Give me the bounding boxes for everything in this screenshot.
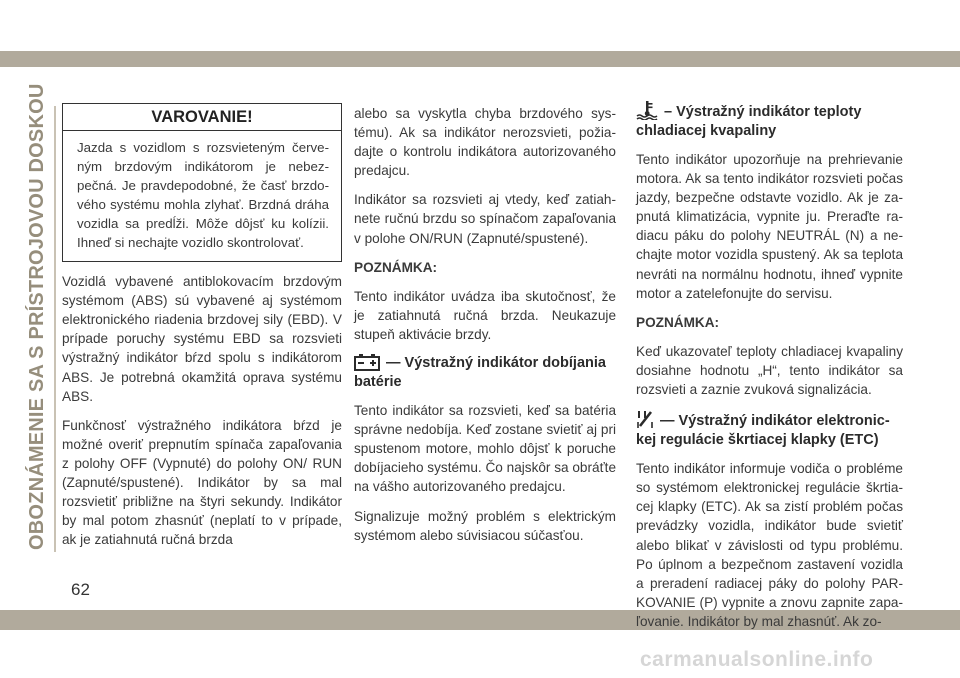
page-number: 62 [71,580,90,599]
section-heading-text: — Výstražný indikátor elektronickej regulácie škrtiacej klapky (ETC) [636,413,890,449]
section-heading-text: – Výstražný indikátor teploty chladiacej kvapaliny [636,104,862,139]
paragraph: alebo sa vyskytla chyba brzdového systému). Ak sa indikátor nerozsvieti, požiadajte o kontrolu indikátora autorizovaného predajcu. [354,106,616,179]
note-title: POZNÁMKA: [354,259,438,275]
note-title: POZNÁMKA: [636,314,720,330]
note-text: Tento indikátor uvádza iba skutočnosť, že je zatiahnutá ručná brzda. Neukazuje stupeň aktivácie brzdy. [354,288,616,342]
paragraph: Vozidlá vybavené antiblokovacím brzdovým systémom (ABS) sú vybavené aj systémom elektronického riadenia brzdovej sily (EBD). V prípade poruchy systému EBD sa rozsvieti výstražný indikátor bŕzd spolu s indikátorom ABS. Je potrebná okamžitá oprava systému ABS. [62,274,342,404]
section-heading-text: — Výstražný indikátor dobíjania batérie [354,355,606,391]
paragraph: Funkčnosť výstražného indikátora bŕzd je možné overiť prepnutím spínača zapaľovania z polohy OFF (Vypnuté) do polohy ON/ RUN (Zapnuté/spustené). Indikátor by sa mal rozsvietiť približne na štyri sekundy. Indikátor by mal potom zhasnúť (neplatí to v prípade, ak je zatiahnutá ručná brzda [62,417,342,548]
column-1 [62,98,342,559]
column-3 [636,100,903,641]
paragraph: Tento indikátor informuje vodiča o probléme so systémom elektronickej regulácie škrtiacej klapky (ETC). Ak sa zistí problém počas prevádzky vozidla, indikátor bude svietiť alebo blikať v závislosti od typu problému. Po úplnom a bezpečnom zastavení vozidla a preradení radiacej páky do polohy PARKOVANIE (P) vypnite a znovu zapnite zapaľovanie. Indikátor by mal zhasnúť. Ak zo- [636,461,903,629]
watermark: carmanualsonline.info [640,648,874,671]
coolant-temperature-icon [636,100,658,120]
column-2 [354,104,616,555]
note-text: Keď ukazovateľ teploty chladiacej kvapaliny dosiahne hodnotu „H“, tento indikátor sa rozsvieti a zaznie zvuková signalizácia. [636,343,903,398]
paragraph: Signalizuje možný problém s elektrickým systémom alebo súvisiacou súčasťou. [354,508,616,543]
warning-box [62,103,342,262]
side-section-title: OBOZNÁMENIE SA S PRÍSTROJOVOU DOSKOU [26,83,48,550]
top-stripe [0,51,960,67]
section-heading-coolant [636,100,903,141]
paragraph: Tento indikátor sa rozsvieti, keď sa batéria správne nedobíja. Keď zostane svietiť aj pri spustenom motore, mohlo dôjsť k poruche dobíjacieho systému. Čo najskôr sa obráťte na vášho autorizovaného predajcu. [354,403,617,495]
warning-text: Jazda s vozidlom s rozsvieteným červeným brzdovým indikátorom je nebezpečná. Je pravdepodobné, že časť brzdového systému mohla zlyhať. Brzdná dráha vozidla sa predĺži. Môže dôjsť ku kolízii. Ihneď si nechajte vozidlo skontrolovať. [77,140,329,251]
paragraph: Indikátor sa rozsvieti aj vtedy, keď zatiahnete ručnú brzdu so spínačom zapaľovania v polohe ON/RUN (Zapnuté/spustené). [354,192,616,246]
warning-title: VAROVANIE! [63,104,341,131]
section-heading-etc [636,409,903,450]
electronic-throttle-control-icon [636,409,654,429]
side-divider [54,106,56,552]
section-heading-battery [354,354,616,392]
battery-icon [354,354,380,371]
paragraph: Tento indikátor upozorňuje na prehrievanie motora. Ak sa tento indikátor rozsvieti počas jazdy, bezpečne odstavte vozidlo. Ak je zapnutá klimatizácia, vypnite ju. Preraďte radiacu páku do polohy NEUTRÁL (N) a nechajte motor vozidla spustený. Ak sa teplota nevráti na normálnu hodnotu, ihneď vypnite motor a zatelefonujte do servisu. [636,152,903,301]
top-band [0,0,960,60]
